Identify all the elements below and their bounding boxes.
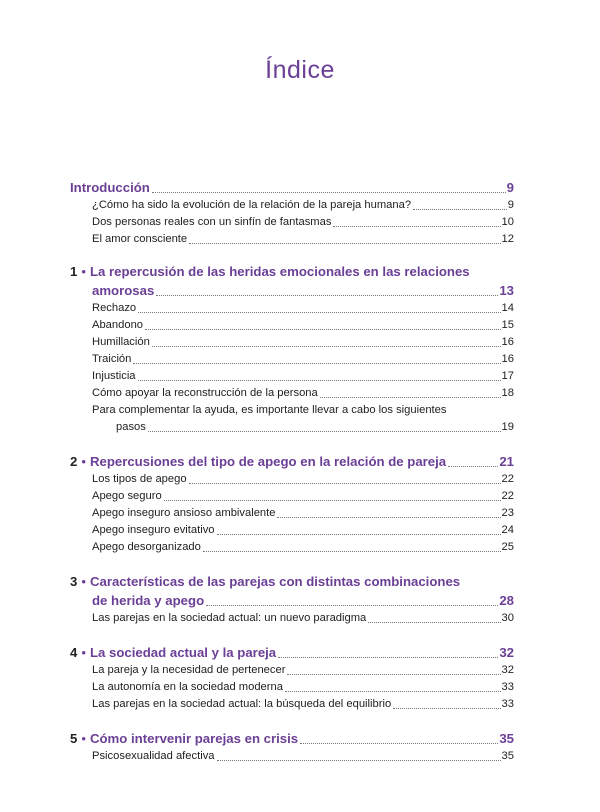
toc-page-number: 21 [499,454,514,469]
toc-chapter-heading-line[interactable] [70,572,514,591]
dot-leader [285,691,501,692]
dot-leader [320,397,501,398]
toc-subentry-label: Rechazo [92,302,137,314]
toc-entry-chapter-5[interactable] [70,729,514,748]
toc-subentry[interactable] [70,748,514,765]
chapter-bullet: • [81,574,86,589]
toc-page-number: 35 [499,731,514,746]
toc-subentry[interactable] [70,696,514,713]
toc-section-chapter-1 [70,262,514,436]
dot-leader [413,209,507,210]
toc-subentry[interactable] [70,679,514,696]
toc-subentry[interactable] [70,197,514,214]
toc-subentry-line[interactable] [70,402,514,419]
toc-subentry-label: Las parejas en la sociedad actual: la búsqueda del equilibrio [92,698,392,710]
chapter-bullet: • [81,731,86,746]
dot-leader [145,329,501,330]
toc-subentry[interactable] [70,419,514,436]
toc-page-number: 19 [501,421,514,433]
toc-page-number: 18 [501,387,514,399]
toc-page-number: 13 [499,283,514,298]
toc-subentry-label: La autonomía en la sociedad moderna [92,681,283,693]
toc-page-number: 9 [507,199,514,211]
dot-leader [300,743,498,744]
toc-entry-chapter-1[interactable] [70,281,514,300]
toc-subentry-label: Psicosexualidad afectiva [92,750,215,762]
toc-subentry[interactable] [70,351,514,368]
toc-entry-chapter-3[interactable] [70,591,514,610]
toc-page-number: 33 [501,681,514,693]
chapter-title: Cómo intervenir parejas en crisis [89,731,299,746]
toc-page-number: 25 [501,541,514,553]
toc-subentry-label: Las parejas en la sociedad actual: un nuevo paradigma [92,612,367,624]
toc-subentry[interactable] [70,539,514,556]
chapter-title-line1: La repercusión de las heridas emocionales en las relaciones [89,264,470,279]
dot-leader [206,605,498,606]
chapter-number: 4 [70,645,78,660]
dot-leader [217,760,501,761]
dot-leader [156,295,498,296]
dot-leader [133,363,500,364]
dot-leader [138,312,500,313]
toc-page-number: 22 [501,473,514,485]
dot-leader [138,380,501,381]
toc-page-number: 9 [506,180,514,195]
toc-page-number: 28 [499,593,514,608]
toc-page-number: 30 [501,612,514,624]
toc-subentry[interactable] [70,471,514,488]
toc-subentry-label: La pareja y la necesidad de pertenecer [92,664,286,676]
toc-subentry-label: Dos personas reales con un sinfín de fantasmas [92,216,332,228]
toc-subentry-label: Apego desorganizado [92,541,201,553]
toc-page-number: 12 [501,233,514,245]
toc-subentry[interactable] [70,505,514,522]
dot-leader [368,622,500,623]
dot-leader [217,534,501,535]
toc-page-number: 32 [499,645,514,660]
dot-leader [448,466,498,467]
toc-subentry[interactable] [70,610,514,627]
chapter-title-line2: de herida y apego [92,593,205,608]
table-of-contents [70,178,514,781]
toc-entry-intro[interactable] [70,178,514,197]
toc-section-chapter-4 [70,643,514,713]
dot-leader [152,192,506,193]
chapter-title-line1: Características de las parejas con distintas combinaciones [89,574,461,589]
dot-leader [203,551,501,552]
toc-page-number: 33 [501,698,514,710]
dot-leader [164,500,501,501]
chapter-number: 3 [70,574,78,589]
toc-subentry-label: Humillación [92,336,150,348]
toc-entry-title: Introducción [70,180,150,195]
toc-subentry-label: Apego seguro [92,490,162,502]
toc-subentry-label: Abandono [92,319,144,331]
dot-leader [152,346,501,347]
dot-leader [287,674,500,675]
chapter-title: La sociedad actual y la pareja [89,645,277,660]
toc-page-number: 15 [501,319,514,331]
toc-page-number: 24 [501,524,514,536]
toc-section-intro [70,178,514,248]
toc-page-number: 17 [501,370,514,382]
toc-subentry-label: Traición [92,353,132,365]
chapter-bullet: • [81,454,86,469]
toc-subentry[interactable] [70,334,514,351]
toc-chapter-heading-line[interactable] [70,262,514,281]
toc-subentry-label: ¿Cómo ha sido la evolución de la relación de la pareja humana? [92,199,412,211]
chapter-number: 2 [70,454,78,469]
toc-subentry[interactable] [70,231,514,248]
toc-subentry-label: Apego inseguro ansioso ambivalente [92,507,276,519]
chapter-number: 5 [70,731,78,746]
chapter-title: Repercusiones del tipo de apego en la relación de pareja [89,454,447,469]
dot-leader [189,243,500,244]
toc-page-number: 35 [501,750,514,762]
toc-subentry-label-line2: pasos [116,421,146,433]
toc-section-chapter-5 [70,729,514,765]
toc-page-number: 22 [501,490,514,502]
chapter-bullet: • [81,645,86,660]
dot-leader [333,226,500,227]
toc-page-number: 16 [501,336,514,348]
toc-section-chapter-3 [70,572,514,627]
toc-subentry[interactable] [70,662,514,679]
toc-page-number: 14 [501,302,514,314]
toc-subentry[interactable] [70,522,514,539]
toc-page-number: 32 [501,664,514,676]
chapter-number: 1 [70,264,78,279]
toc-subentry-label: El amor consciente [92,233,188,245]
toc-subentry[interactable] [70,488,514,505]
toc-subentry[interactable] [70,300,514,317]
toc-subentry-label-line1: Para complementar la ayuda, es importante llevar a cabo los siguientes [92,404,447,416]
toc-subentry[interactable] [70,385,514,402]
toc-subentry[interactable] [70,317,514,334]
toc-page-number: 23 [501,507,514,519]
toc-entry-chapter-4[interactable] [70,643,514,662]
toc-entry-chapter-2[interactable] [70,452,514,471]
toc-subentry[interactable] [70,368,514,385]
dot-leader [148,431,501,432]
toc-subentry-label: Los tipos de apego [92,473,187,485]
toc-subentry-label: Cómo apoyar la reconstrucción de la persona [92,387,318,399]
toc-subentry-label: Apego inseguro evitativo [92,524,215,536]
page-title: Índice [265,56,335,84]
chapter-bullet: • [81,264,86,279]
toc-page-number: 10 [501,216,514,228]
dot-leader [277,517,500,518]
dot-leader [393,708,500,709]
toc-subentry-label: Injusticia [92,370,136,382]
dot-leader [189,483,501,484]
chapter-title-line2: amorosas [92,283,155,298]
dot-leader [278,657,498,658]
toc-section-chapter-2 [70,452,514,556]
toc-page-number: 16 [501,353,514,365]
toc-subentry[interactable] [70,214,514,231]
